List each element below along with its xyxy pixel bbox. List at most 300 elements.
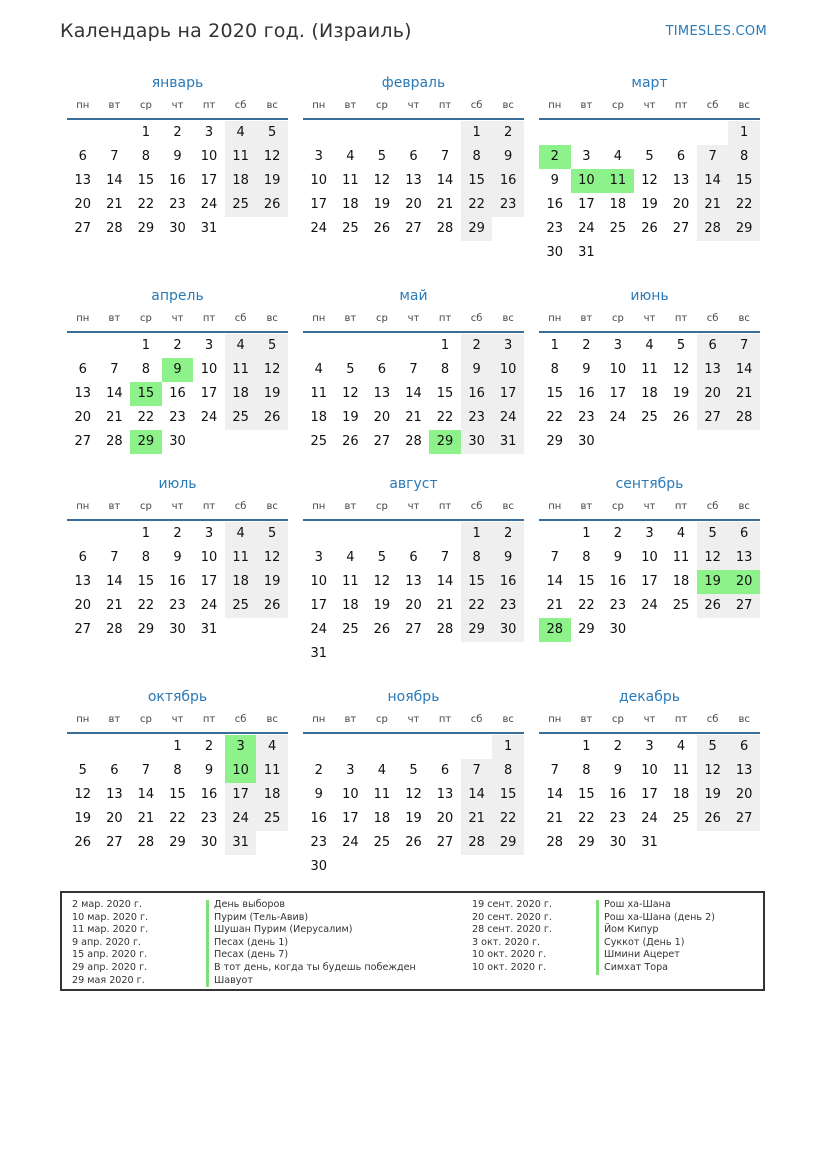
day-cell: 11: [342, 173, 359, 188]
weekday-label: ср: [611, 313, 624, 324]
day-cell: 27: [697, 406, 729, 430]
day-grid: [67, 334, 288, 454]
weekday-label: ср: [139, 313, 152, 324]
empty-cell: [335, 522, 367, 546]
day-cell: 28: [461, 831, 493, 855]
holiday-legend: [60, 891, 765, 991]
legend-entry: Пурим (Тель-Авив): [214, 911, 309, 923]
day-cell: 17: [310, 197, 328, 212]
weekday-label: вс: [502, 714, 514, 725]
weekday-label: пт: [438, 714, 452, 725]
day-cell: 27: [728, 807, 760, 831]
day-cell: 28: [137, 835, 155, 850]
day-cell: 26: [256, 406, 288, 430]
day-cell: 31: [225, 831, 257, 855]
day-cell: 24: [641, 598, 658, 613]
day-cell: 5: [409, 763, 418, 778]
day-cell-holiday: 29: [429, 430, 461, 454]
day-cell: 13: [405, 173, 422, 188]
weekday-label: вт: [344, 714, 357, 725]
day-cell: 24: [578, 221, 595, 236]
weekday-label: чт: [643, 100, 656, 111]
day-cell: 23: [169, 410, 186, 425]
page-title: Календарь на 2020 год. (Израиль): [60, 20, 412, 42]
weekday-label: пн: [312, 313, 326, 324]
day-cell: 8: [461, 145, 493, 169]
day-cell: 15: [137, 574, 155, 589]
day-cell-holiday: 10: [225, 759, 257, 783]
day-cell: 25: [256, 807, 288, 831]
day-cell: 29: [578, 622, 595, 637]
month-12: [539, 686, 760, 855]
day-cell: 4: [377, 763, 387, 778]
day-cell: 9: [204, 763, 214, 778]
legend-entry: Рош ха-Шана (день 2): [604, 911, 715, 923]
day-cell: 25: [225, 594, 257, 618]
day-cell: 25: [225, 406, 257, 430]
day-cell: 12: [256, 546, 288, 570]
day-cell: 1: [728, 121, 760, 145]
day-cell: 27: [74, 221, 92, 236]
empty-cell: [99, 121, 131, 145]
day-cell: 17: [342, 811, 359, 826]
day-cell: 17: [578, 197, 595, 212]
day-cell: 15: [461, 169, 493, 193]
day-cell: 23: [169, 197, 186, 212]
day-cell: 24: [200, 197, 218, 212]
legend-entry: Рош ха-Шана: [604, 899, 671, 910]
day-cell: 3: [204, 338, 214, 353]
weekday-header: [303, 307, 524, 333]
day-cell: 27: [436, 835, 454, 850]
day-cell: 13: [74, 386, 92, 401]
day-cell: 20: [405, 197, 422, 212]
day-cell: 3: [645, 526, 654, 541]
day-cell: 27: [74, 434, 92, 449]
day-cell: 26: [74, 835, 92, 850]
day-cell: 6: [110, 763, 119, 778]
day-cell: 26: [405, 835, 422, 850]
empty-cell: [398, 121, 430, 145]
day-cell: 12: [697, 546, 729, 570]
day-cell: 9: [550, 173, 559, 188]
day-cell: 14: [546, 574, 564, 589]
day-cell: 10: [200, 362, 218, 377]
day-cell: 16: [609, 574, 627, 589]
day-cell: 22: [546, 410, 564, 425]
weekday-header: [303, 495, 524, 521]
day-cell: 16: [461, 382, 493, 406]
weekday-header: [303, 708, 524, 734]
day-cell: 17: [641, 787, 658, 802]
day-cell: 23: [169, 598, 186, 613]
day-cell: 18: [641, 386, 658, 401]
day-grid: [67, 522, 288, 642]
day-cell: 24: [492, 406, 524, 430]
legend-left-names: [214, 899, 416, 987]
day-cell: 13: [697, 358, 729, 382]
day-cell: 9: [314, 787, 323, 802]
weekday-label: сб: [470, 313, 483, 324]
day-cell: 14: [461, 783, 493, 807]
weekday-label: вс: [738, 714, 750, 725]
day-cell: 24: [225, 807, 257, 831]
legend-entry: Шмини Ацерет: [604, 949, 680, 961]
day-cell: 17: [225, 783, 257, 807]
empty-cell: [303, 522, 335, 546]
month-1: [67, 72, 288, 241]
day-cell: 30: [546, 245, 564, 260]
empty-cell: [398, 522, 430, 546]
day-cell: 26: [641, 221, 658, 236]
day-cell: 25: [641, 410, 658, 425]
day-cell: 8: [141, 550, 151, 565]
day-cell: 28: [106, 622, 123, 637]
day-cell: 2: [492, 522, 524, 546]
weekday-label: пн: [548, 100, 562, 111]
weekday-label: пн: [76, 100, 90, 111]
legend-right-dates: [472, 899, 552, 975]
day-cell: 25: [342, 221, 359, 236]
weekday-label: пт: [438, 100, 452, 111]
day-cell: 18: [256, 783, 288, 807]
day-cell: 15: [546, 386, 564, 401]
legend-entry: 9 апр. 2020 г.: [72, 936, 142, 948]
month-name: июнь: [630, 288, 669, 304]
day-cell: 19: [373, 197, 391, 212]
day-cell: 17: [200, 574, 218, 589]
day-cell: 27: [728, 594, 760, 618]
day-cell: 11: [641, 362, 658, 377]
day-cell: 10: [342, 787, 359, 802]
day-cell: 26: [672, 410, 690, 425]
day-cell: 1: [440, 338, 450, 353]
day-cell: 12: [74, 787, 92, 802]
weekday-label: чт: [407, 714, 420, 725]
day-cell: 25: [672, 811, 690, 826]
day-cell: 5: [697, 735, 729, 759]
day-cell: 31: [200, 221, 218, 236]
legend-entry: 19 сент. 2020 г.: [472, 899, 552, 910]
weekday-label: вс: [738, 313, 750, 324]
day-cell: 6: [676, 149, 686, 164]
day-cell: 26: [342, 434, 359, 449]
empty-cell: [429, 121, 461, 145]
day-cell: 22: [578, 811, 595, 826]
day-cell: 5: [676, 338, 686, 353]
day-cell: 7: [697, 145, 729, 169]
day-cell: 14: [697, 169, 729, 193]
weekday-label: вс: [266, 313, 278, 324]
day-cell: 2: [204, 739, 214, 754]
day-cell: 8: [173, 763, 182, 778]
day-cell: 4: [676, 526, 686, 541]
day-cell: 9: [492, 145, 524, 169]
month-name: апрель: [151, 288, 204, 304]
weekday-label: ср: [611, 501, 624, 512]
day-cell: 5: [346, 362, 355, 377]
day-cell: 29: [137, 221, 155, 236]
day-cell: 1: [461, 121, 493, 145]
empty-cell: [130, 735, 162, 759]
empty-cell: [366, 522, 398, 546]
day-cell: 17: [641, 574, 658, 589]
day-cell: 19: [256, 169, 288, 193]
day-cell: 8: [461, 546, 493, 570]
day-cell: 11: [672, 550, 690, 565]
day-cell: 5: [256, 334, 288, 358]
day-cell: 17: [310, 598, 328, 613]
day-cell: 19: [74, 811, 92, 826]
weekday-label: вт: [344, 313, 357, 324]
weekday-label: сб: [706, 714, 719, 725]
day-cell: 16: [546, 197, 564, 212]
legend-entry: 29 мая 2020 г.: [72, 974, 145, 986]
weekday-label: пт: [674, 714, 688, 725]
day-cell: 19: [697, 783, 729, 807]
weekday-label: чт: [407, 313, 420, 324]
day-grid: [303, 334, 524, 454]
day-cell: 24: [342, 835, 359, 850]
day-cell: 18: [672, 787, 690, 802]
day-cell: 7: [550, 550, 559, 565]
legend-entry: 20 сент. 2020 г.: [472, 911, 552, 923]
day-cell: 29: [137, 622, 155, 637]
day-cell: 28: [697, 217, 729, 241]
day-cell: 20: [106, 811, 123, 826]
day-cell: 3: [314, 149, 323, 164]
day-cell: 1: [492, 735, 524, 759]
weekday-label: ср: [375, 714, 388, 725]
day-cell: 18: [342, 197, 359, 212]
day-cell: 23: [609, 598, 627, 613]
day-cell: 17: [492, 382, 524, 406]
weekday-label: вт: [580, 501, 593, 512]
day-cell: 11: [225, 145, 257, 169]
day-cell: 30: [609, 622, 627, 637]
day-cell: 8: [141, 149, 151, 164]
legend-entry: День выборов: [214, 899, 286, 910]
day-cell: 3: [204, 125, 214, 140]
day-cell: 11: [373, 787, 391, 802]
empty-cell: [67, 121, 99, 145]
day-cell: 2: [173, 526, 182, 541]
weekday-label: пн: [76, 714, 90, 725]
weekday-label: чт: [171, 100, 184, 111]
weekday-header: [67, 307, 288, 333]
day-cell: 30: [169, 622, 186, 637]
day-cell: 3: [314, 550, 323, 565]
day-cell: 31: [310, 646, 328, 661]
day-cell: 18: [672, 574, 690, 589]
day-cell: 14: [137, 787, 155, 802]
legend-entry: Шушан Пурим (Иерусалим): [214, 924, 353, 936]
day-cell: 31: [200, 622, 218, 637]
empty-cell: [366, 121, 398, 145]
day-cell: 7: [440, 149, 450, 164]
day-cell: 25: [310, 434, 328, 449]
day-cell: 27: [405, 221, 422, 236]
day-cell: 4: [225, 522, 257, 546]
day-cell: 10: [641, 763, 658, 778]
day-cell: 6: [728, 522, 760, 546]
day-cell: 15: [492, 783, 524, 807]
day-cell: 16: [609, 787, 627, 802]
month-9: [539, 473, 760, 642]
empty-cell: [335, 334, 367, 358]
day-cell: 1: [461, 522, 493, 546]
weekday-label: вт: [108, 100, 121, 111]
day-cell: 17: [200, 386, 218, 401]
day-cell: 30: [169, 221, 186, 236]
day-cell: 8: [582, 763, 591, 778]
day-cell: 5: [78, 763, 87, 778]
weekday-label: сб: [706, 501, 719, 512]
legend-entry: 10 окт. 2020 г.: [472, 949, 547, 961]
day-cell: 26: [373, 622, 391, 637]
empty-cell: [335, 121, 367, 145]
day-cell: 12: [672, 362, 690, 377]
day-grid: [539, 121, 760, 265]
weekday-label: ср: [611, 100, 624, 111]
day-cell: 3: [346, 763, 355, 778]
weekday-label: пн: [76, 313, 90, 324]
day-cell: 15: [137, 173, 155, 188]
weekday-label: чт: [171, 501, 184, 512]
day-cell: 9: [492, 546, 524, 570]
day-cell: 8: [728, 145, 760, 169]
empty-cell: [665, 121, 697, 145]
weekday-label: сб: [234, 313, 247, 324]
day-cell: 12: [373, 574, 391, 589]
month-name: июль: [158, 476, 197, 492]
month-name: февраль: [381, 75, 446, 91]
month-7: [67, 473, 288, 642]
legend-entry: Суккот (День 1): [604, 936, 685, 948]
day-cell: 3: [645, 739, 654, 754]
legend-left-dates: [72, 899, 148, 987]
day-cell: 4: [225, 121, 257, 145]
day-cell: 1: [550, 338, 559, 353]
legend-entry: Песах (день 1): [214, 936, 289, 948]
day-cell: 25: [373, 835, 391, 850]
day-cell: 19: [256, 570, 288, 594]
empty-cell: [398, 334, 430, 358]
weekday-label: пт: [674, 501, 688, 512]
day-cell: 7: [110, 362, 119, 377]
day-cell: 5: [256, 121, 288, 145]
weekday-label: ср: [375, 501, 388, 512]
day-cell-holiday: 11: [602, 169, 634, 193]
day-cell: 29: [461, 217, 493, 241]
day-cell: 10: [200, 149, 218, 164]
day-cell: 4: [346, 149, 355, 164]
day-cell-holiday: 2: [539, 145, 571, 169]
legend-right-names: [604, 899, 715, 975]
month-11: [303, 686, 524, 879]
day-cell: 6: [409, 550, 418, 565]
weekday-label: вс: [266, 501, 278, 512]
day-cell: 6: [728, 735, 760, 759]
month-5: [303, 285, 524, 454]
legend-entry: Шавуот: [214, 974, 253, 986]
day-cell: 29: [169, 835, 186, 850]
day-cell: 28: [405, 434, 422, 449]
empty-cell: [366, 334, 398, 358]
month-8: [303, 473, 524, 666]
legend-entry: Йом Кипур: [604, 924, 659, 936]
day-cell: 23: [578, 410, 595, 425]
weekday-label: вс: [738, 100, 750, 111]
weekday-label: ср: [139, 100, 152, 111]
day-grid: [539, 735, 760, 855]
day-cell: 3: [582, 149, 591, 164]
weekday-label: сб: [234, 501, 247, 512]
weekday-label: ср: [139, 714, 152, 725]
weekday-label: сб: [706, 100, 719, 111]
day-cell: 16: [492, 570, 524, 594]
day-cell: 7: [440, 550, 450, 565]
weekday-header: [539, 495, 760, 521]
day-cell: 8: [582, 550, 591, 565]
weekday-label: чт: [643, 313, 656, 324]
weekday-label: пн: [312, 501, 326, 512]
day-cell: 21: [137, 811, 155, 826]
weekday-label: ср: [375, 313, 388, 324]
empty-cell: [67, 735, 99, 759]
day-cell: 18: [609, 197, 627, 212]
day-cell: 26: [373, 221, 391, 236]
day-cell: 8: [492, 759, 524, 783]
weekday-label: сб: [706, 313, 719, 324]
day-cell: 2: [613, 739, 623, 754]
day-cell: 2: [314, 763, 323, 778]
day-cell: 29: [728, 217, 760, 241]
day-cell: 22: [137, 197, 155, 212]
brand-link[interactable]: TIMESLES.COM: [665, 24, 767, 39]
day-cell: 10: [200, 550, 218, 565]
day-cell: 20: [74, 410, 92, 425]
day-cell: 12: [373, 173, 391, 188]
weekday-label: сб: [470, 501, 483, 512]
day-cell: 7: [110, 149, 119, 164]
day-cell-holiday: 20: [728, 570, 760, 594]
day-cell: 11: [225, 358, 257, 382]
day-cell: 22: [461, 594, 493, 618]
day-cell: 29: [461, 618, 493, 642]
weekday-label: пн: [312, 714, 326, 725]
day-cell: 21: [436, 598, 454, 613]
day-cell: 1: [141, 125, 151, 140]
day-cell: 13: [74, 173, 92, 188]
day-cell: 30: [609, 835, 627, 850]
weekday-header: [539, 94, 760, 120]
weekday-label: пт: [674, 313, 688, 324]
day-cell: 18: [342, 598, 359, 613]
day-cell: 12: [697, 759, 729, 783]
day-cell: 26: [256, 594, 288, 618]
day-cell: 15: [169, 787, 186, 802]
day-cell: 14: [728, 358, 760, 382]
day-cell: 13: [405, 574, 422, 589]
day-cell: 21: [697, 193, 729, 217]
day-cell: 28: [106, 221, 123, 236]
day-cell: 13: [74, 574, 92, 589]
legend-entry: 11 мар. 2020 г.: [72, 924, 149, 936]
weekday-label: вт: [580, 100, 593, 111]
weekday-label: сб: [234, 714, 247, 725]
day-cell: 5: [377, 550, 387, 565]
